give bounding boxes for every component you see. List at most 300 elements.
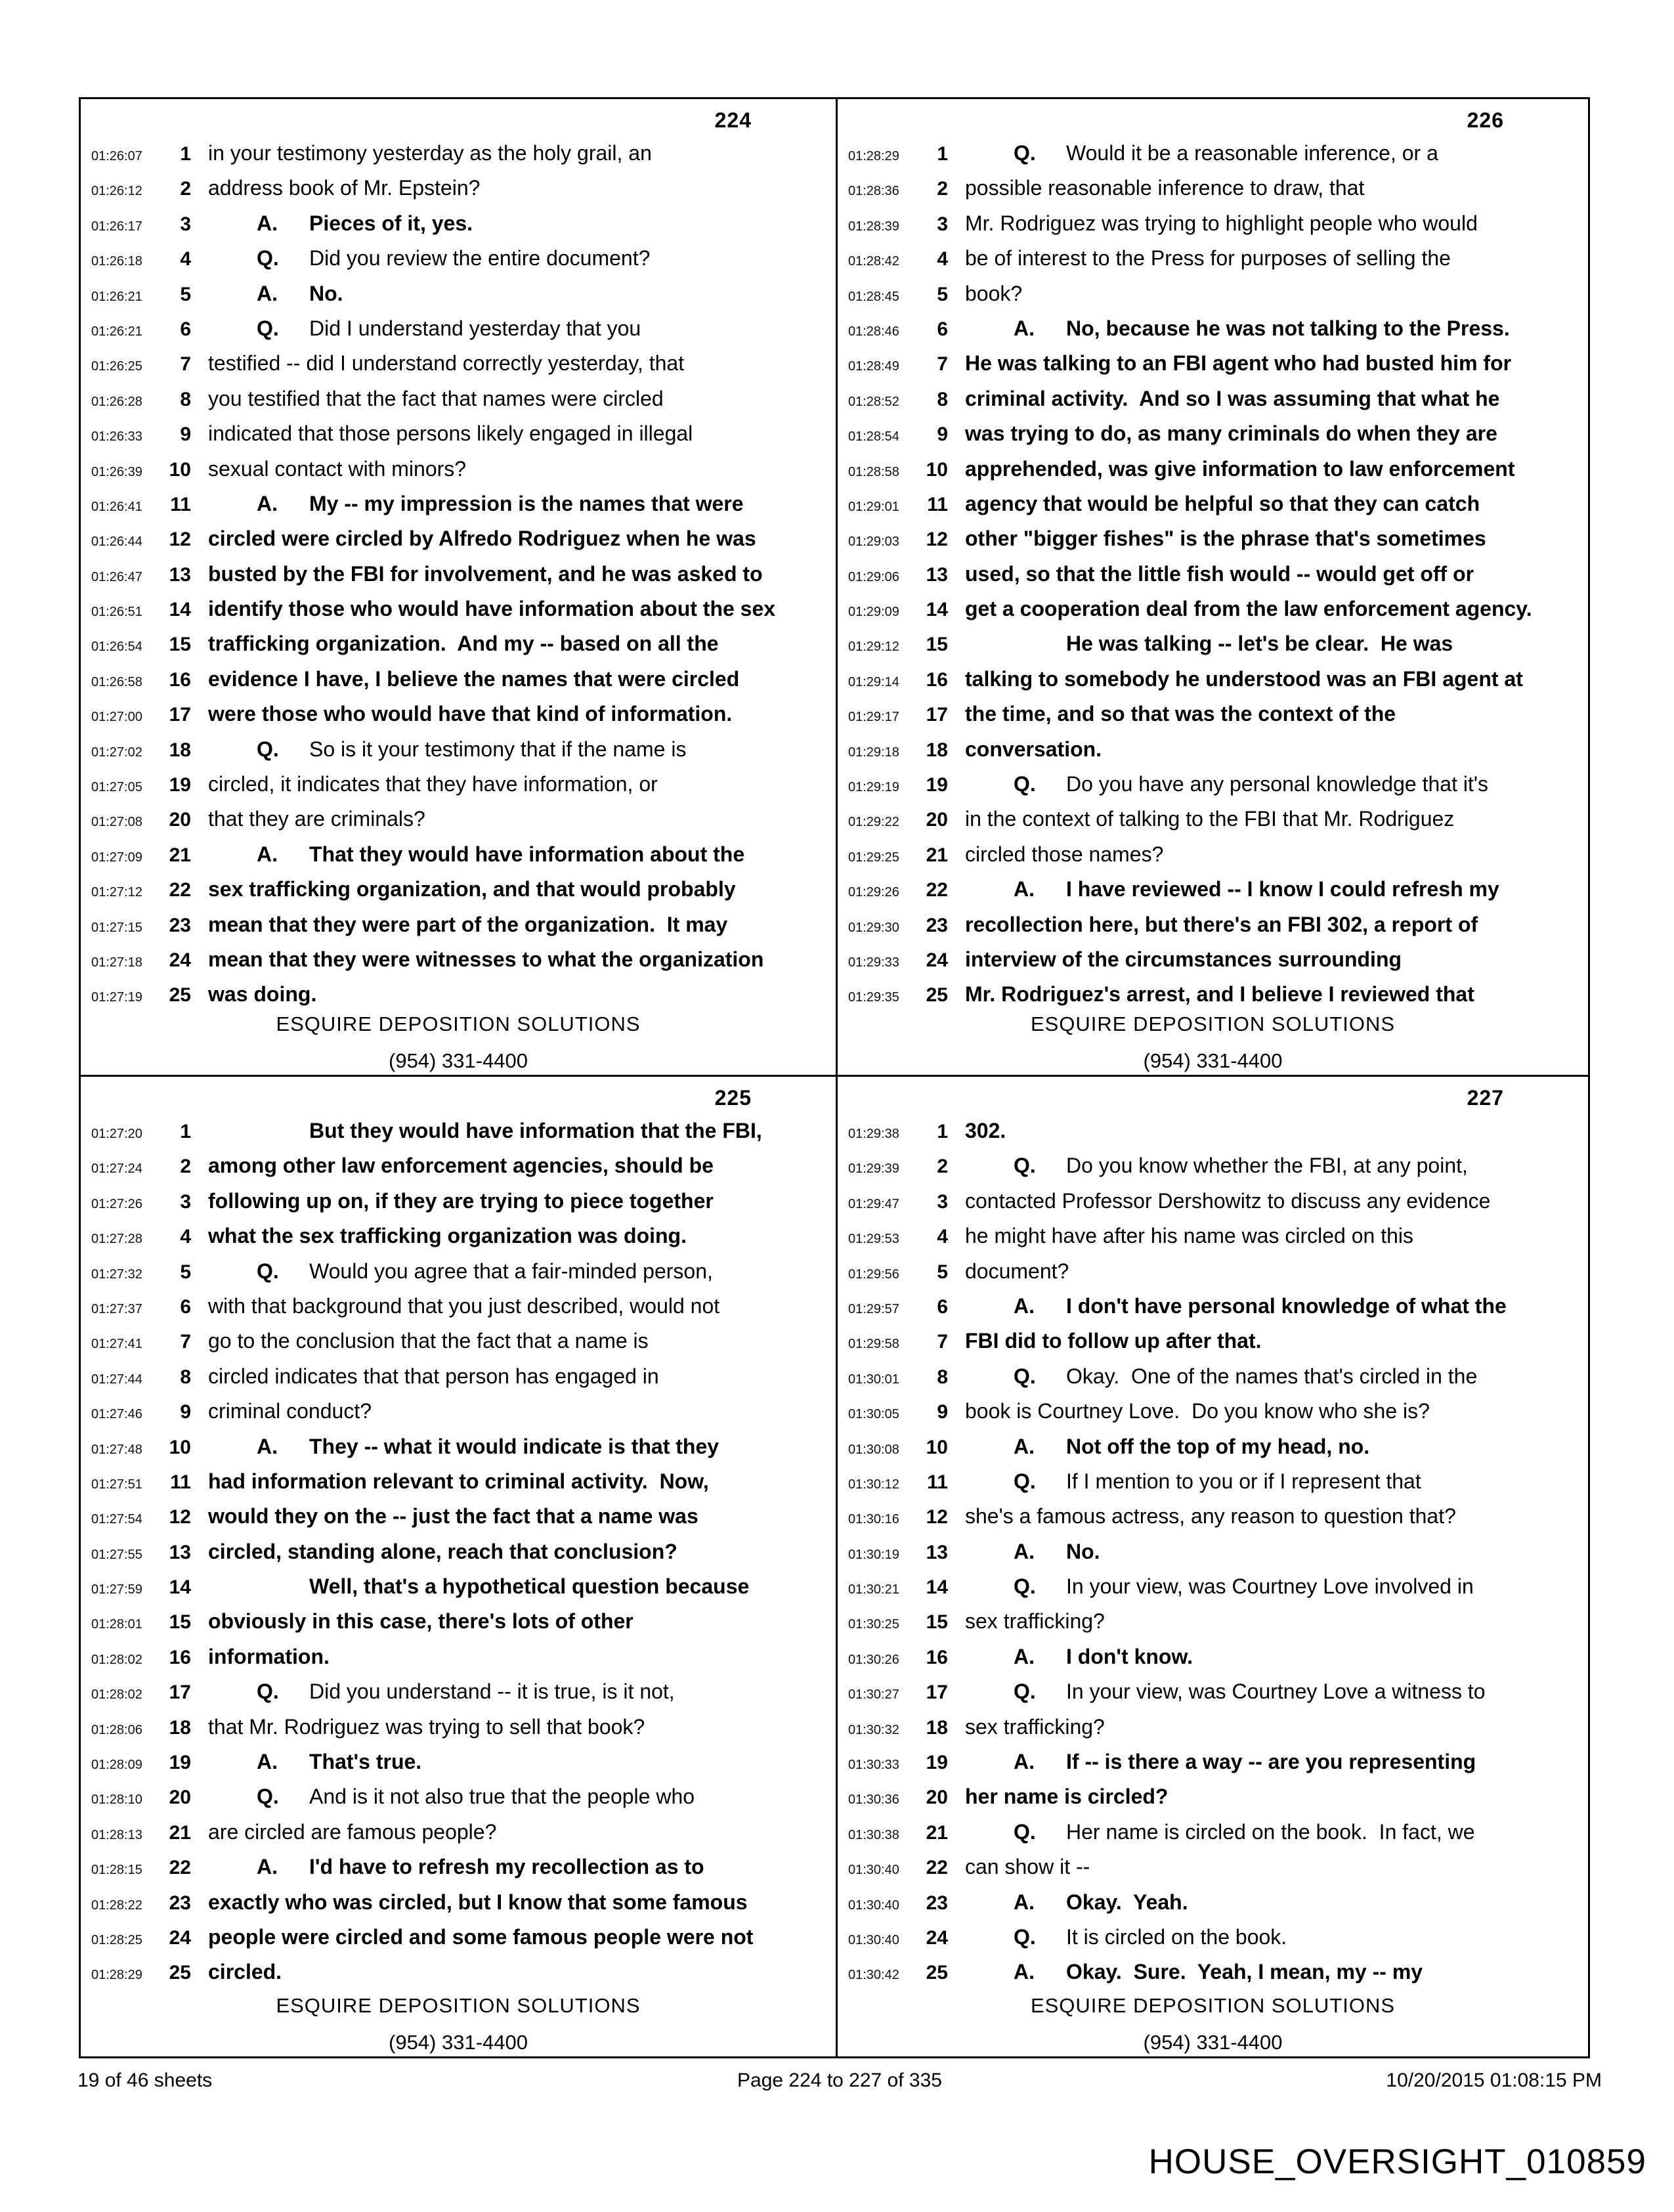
transcript-line [838,1359,1585,1394]
line-text [1014,1645,1193,1668]
line-text [208,562,763,586]
transcript-line [838,206,1585,241]
line-body: circled indicates that that person has engaged in [208,1364,659,1388]
line-text [965,211,1478,235]
line-body: book? [965,281,1023,305]
transcript-line [81,171,833,206]
timestamp: 01:29:57 [848,1301,899,1316]
line-text [965,1855,1090,1878]
speaker-label: A. [1014,1644,1035,1668]
line-number: 24 [169,1926,191,1949]
timestamp: 01:26:17 [91,219,142,234]
line-text [208,667,739,691]
line-body: go to the conclusion that the fact that a name is [208,1329,649,1353]
transcript-line [81,1955,833,1989]
transcript-line [81,767,833,802]
transcript-line [838,1464,1585,1499]
line-number: 3 [937,1190,948,1213]
timestamp: 01:27:26 [91,1196,142,1211]
line-text [1014,1890,1188,1914]
line-body: No. [1066,1539,1100,1563]
timestamp: 01:27:46 [91,1407,142,1422]
timestamp: 01:27:05 [91,780,142,795]
line-body: Not off the top of my head, no. [1066,1434,1370,1458]
line-body: you testified that the fact that names were circled [208,386,664,410]
timestamp: 01:27:55 [91,1547,142,1562]
line-number: 13 [926,563,948,586]
line-text [208,1224,687,1247]
line-body: she's a famous actress, any reason to question that? [965,1504,1456,1529]
line-number: 11 [170,493,191,515]
sheet-footer [77,2070,1602,2092]
line-text [965,1224,1413,1247]
line-number: 8 [180,1366,191,1388]
transcript-line [838,1534,1585,1569]
line-body: circled were circled by Alfredo Rodriguez when he was [208,527,756,551]
line-number: 5 [937,283,948,305]
line-body: he might have after his name was circled on this [965,1224,1413,1248]
line-number: 2 [937,178,948,200]
timestamp: 01:26:28 [91,394,142,409]
line-body: contacted Professor Dershowitz to discuss any evidence [965,1188,1491,1213]
line-text [208,1540,677,1563]
timestamp: 01:29:03 [848,534,899,550]
line-text [257,492,744,515]
line-body: circled those names? [965,842,1164,866]
line-body: busted by the FBI for involvement, and he was asked to [208,561,763,586]
line-body: No. [309,281,343,305]
line-number: 14 [926,599,948,621]
transcript-line [838,1219,1585,1253]
line-text [257,1750,421,1773]
timestamp: 01:28:45 [848,289,899,304]
line-text [257,316,641,340]
timestamp: 01:29:17 [848,710,899,725]
line-text [257,211,473,235]
line-text [965,457,1514,481]
line-number: 8 [937,388,948,410]
timestamp: 01:27:09 [91,850,142,865]
line-body: can show it -- [965,1855,1090,1879]
line-number: 9 [937,423,948,446]
timestamp: 01:29:18 [848,745,899,760]
line-number: 13 [169,1541,191,1563]
timestamp: 01:29:19 [848,780,899,795]
line-number: 22 [926,879,948,901]
speaker-label: Q. [1014,1364,1036,1388]
line-number: 7 [937,1331,948,1353]
timestamp: 01:28:46 [848,324,899,339]
line-text [257,246,650,270]
line-text [965,807,1454,831]
line-body: sexual contact with minors? [208,456,467,481]
line-body: Did you review the entire document? [309,246,651,271]
line-text [208,877,736,901]
transcript-lines [81,1114,833,1990]
line-text [1014,1435,1369,1458]
speaker-label: Q. [1014,1469,1036,1493]
line-text [257,842,744,866]
line-text [257,737,686,761]
timestamp: 01:27:20 [91,1127,142,1141]
line-body: And is it not also true that the people who [309,1785,695,1809]
line-number: 5 [180,283,191,305]
line-text [965,527,1486,550]
transcript-line [81,942,833,977]
line-number: 12 [926,1506,948,1529]
line-text [208,527,756,550]
timestamp: 01:28:58 [848,464,899,479]
line-body: the time, and so that was the context of the [965,702,1396,726]
line-body: get a cooperation deal from the law enforcement agency. [965,597,1532,621]
line-text [208,1715,645,1739]
transcript-lines [838,136,1585,1012]
line-body: criminal activity. And so I was assuming that what he [965,386,1500,410]
line-body: was doing. [208,982,317,1007]
timestamp: 01:30:32 [848,1722,899,1737]
speaker-label: Q. [1014,1154,1036,1178]
line-body: If I mention to you or if I represent that [1066,1469,1421,1493]
transcript-line [81,907,833,942]
line-number: 19 [169,1752,191,1774]
timestamp: 01:26:47 [91,569,142,584]
line-number: 21 [926,1821,948,1844]
timestamp: 01:30:26 [848,1652,899,1667]
line-text [965,176,1364,200]
transcript-line [838,1429,1585,1464]
timestamp: 01:28:01 [91,1617,142,1632]
line-body: possible reasonable inference to draw, that [965,176,1365,200]
timestamp: 01:29:09 [848,605,899,620]
line-text [208,351,684,375]
timestamp: 01:28:15 [91,1863,142,1878]
line-number: 6 [937,1295,948,1318]
timestamp: 01:27:00 [91,710,142,725]
line-text [208,1960,282,1984]
transcript-line [838,1885,1585,1920]
timestamp: 01:27:59 [91,1582,142,1597]
line-body: Would you agree that a fair-minded person, [309,1259,713,1283]
line-body: Well, that's a hypothetical question because [309,1574,750,1599]
line-text [208,597,775,620]
speaker-label: Q. [1014,772,1036,796]
transcript-line [838,416,1585,451]
line-body: I don't know. [1066,1644,1193,1668]
line-text [257,1435,719,1458]
line-number: 19 [169,774,191,796]
line-text [208,457,466,481]
transcript-line [81,241,833,276]
transcript-line [81,416,833,451]
line-number: 17 [169,1681,191,1704]
line-number: 2 [937,1156,948,1178]
timestamp: 01:29:38 [848,1127,899,1141]
speaker-label: Q. [257,1785,279,1809]
line-text [257,1855,704,1878]
line-number: 4 [937,248,948,271]
line-text [965,947,1402,971]
transcript-line [81,732,833,767]
line-number: 16 [926,1646,948,1668]
line-number: 8 [937,1366,948,1388]
line-number: 18 [169,1716,191,1739]
line-number: 24 [926,949,948,971]
timestamp: 01:30:40 [848,1863,899,1878]
line-text [208,1469,709,1493]
line-number: 17 [926,704,948,726]
transcript-line [81,276,833,311]
timestamp: 01:28:10 [91,1792,142,1808]
line-body: would they on the -- just the fact that a name was [208,1504,698,1529]
print-timestamp: 10/20/2015 01:08:15 PM [1386,2070,1602,2091]
timestamp: 01:29:39 [848,1161,899,1177]
timestamp: 01:29:30 [848,920,899,935]
line-number: 10 [169,458,191,481]
speaker-label: A. [257,281,278,305]
line-text [1066,632,1453,655]
line-text [208,1329,649,1353]
line-text [208,982,316,1006]
transcript-line [81,1920,833,1955]
timestamp: 01:28:29 [91,1968,142,1983]
line-text [1014,1364,1477,1388]
transcript-line [81,1464,833,1499]
timestamp: 01:27:48 [91,1442,142,1457]
transcript-line [838,1499,1585,1534]
timestamp: 01:26:21 [91,324,142,339]
line-body: with that background that you just described, would not [208,1293,720,1318]
speaker-label: A. [1014,877,1035,901]
line-body: 302. [965,1119,1006,1142]
transcript-line [838,1184,1585,1219]
line-number: 14 [169,599,191,621]
page-number: 227 [1467,1086,1504,1110]
transcript-line [81,1639,833,1674]
timestamp: 01:29:35 [848,990,899,1005]
line-body: That they would have information about the [309,842,745,866]
transcript-line [81,1148,833,1183]
speaker-label: Q. [1014,1924,1036,1949]
transcript-line [81,802,833,836]
transcript-line [838,802,1585,836]
line-body: agency that would be helpful so that they can catch [965,491,1480,515]
line-number: 1 [937,1121,948,1142]
transcript-line [838,1779,1585,1814]
transcript-line [838,1850,1585,1884]
line-body: was trying to do, as many criminals do when they are [965,422,1497,446]
line-text [965,351,1511,375]
timestamp: 01:26:41 [91,499,142,514]
line-text [208,1189,714,1213]
line-body: what the sex trafficking organization was doing. [208,1224,687,1248]
line-number: 23 [169,914,191,936]
transcript-line [838,1674,1585,1709]
timestamp: 01:30:21 [848,1582,899,1597]
transcript-line [838,1955,1585,1989]
timestamp: 01:29:12 [848,640,899,655]
timestamp: 01:27:15 [91,920,142,935]
line-number: 11 [927,1471,948,1493]
line-body: mean that they were part of the organization. It may [208,912,728,936]
line-number: 23 [169,1892,191,1914]
speaker-label: A. [257,842,278,866]
line-body: Okay. Sure. Yeah, I mean, my -- my [1066,1960,1423,1984]
page-range: Page 224 to 227 of 335 [737,2070,942,2091]
speaker-label: Q. [1014,1574,1036,1599]
line-number: 20 [169,1787,191,1809]
line-body: But they would have information that the FBI, [309,1119,762,1142]
line-text [309,1574,749,1598]
timestamp: 01:30:33 [848,1758,899,1773]
sheet-count: 19 of 46 sheets [77,2070,213,2091]
timestamp: 01:28:52 [848,394,899,409]
line-text [965,737,1102,761]
line-body: It is circled on the book. [1066,1924,1287,1949]
line-body: were those who would have that kind of information. [208,702,733,726]
line-number: 1 [180,143,191,165]
transcript-line [81,837,833,872]
speaker-label: A. [257,1434,278,1458]
timestamp: 01:30:08 [848,1442,899,1457]
line-number: 23 [926,914,948,936]
line-number: 15 [926,1611,948,1634]
line-number: 2 [180,1156,191,1178]
line-text [208,1364,659,1388]
timestamp: 01:29:58 [848,1337,899,1352]
timestamp: 01:30:42 [848,1968,899,1983]
line-body: identify those who would have information about the sex [208,597,776,621]
line-body: Mr. Rodriguez's arrest, and I believe I reviewed that [965,982,1474,1007]
transcript-line [81,1850,833,1884]
line-text [208,387,664,410]
line-body: Her name is circled on the book. In fact, we [1066,1819,1475,1844]
reporter-vendor-name: ESQUIRE DEPOSITION SOLUTIONS [276,1012,641,1035]
transcript-line [838,1254,1585,1289]
transcript-line [838,592,1585,626]
speaker-label: Q. [257,737,279,761]
line-number: 24 [169,949,191,971]
transcript-page-225 [81,1077,838,2056]
timestamp: 01:28:54 [848,429,899,445]
line-body: among other law enforcement agencies, should be [208,1154,714,1178]
speaker-label: Q. [257,1680,279,1704]
transcript-line [81,1534,833,1569]
line-text [208,1890,748,1914]
line-number: 25 [926,984,948,1007]
timestamp: 01:27:54 [91,1512,142,1527]
line-text [257,1259,713,1283]
timestamp: 01:29:06 [848,569,899,584]
line-body: in the context of talking to the FBI that Mr. Rodriguez [965,807,1455,831]
reporter-vendor-name: ESQUIRE DEPOSITION SOLUTIONS [276,1994,641,2017]
reporter-vendor-phone: (954) 331-4400 [1143,2031,1283,2054]
timestamp: 01:29:22 [848,815,899,830]
line-body: that they are criminals? [208,807,425,831]
line-body: that Mr. Rodriguez was trying to sell that book? [208,1714,645,1739]
timestamp: 01:30:40 [848,1932,899,1947]
line-body: Okay. Yeah. [1066,1890,1188,1914]
line-body: Did I understand yesterday that you [309,316,641,340]
line-body: criminal conduct? [208,1399,372,1423]
transcript-line [838,662,1585,697]
line-body: obviously in this case, there's lots of other [208,1609,633,1634]
line-number: 18 [926,1716,948,1739]
page-number: 225 [714,1086,752,1110]
line-body: sex trafficking? [965,1714,1105,1739]
line-number: 16 [169,1646,191,1668]
transcript-line [838,1114,1585,1148]
timestamp: 01:30:16 [848,1512,899,1527]
line-number: 22 [926,1857,948,1879]
line-body: people were circled and some famous people were not [208,1924,754,1949]
line-text [965,702,1396,726]
line-body: address book of Mr. Epstein? [208,176,481,200]
speaker-label: Q. [1014,1680,1036,1704]
line-number: 21 [926,844,948,866]
transcript-page-227 [838,1077,1588,2056]
line-text [965,913,1478,936]
line-text [965,842,1163,866]
bates-stamp: HOUSE_OVERSIGHT_010859 [1148,2142,1646,2181]
line-number: 21 [169,1821,191,1844]
timestamp: 01:28:09 [91,1758,142,1773]
line-body: in your testimony yesterday as the holy grail, an [208,141,652,165]
line-body: document? [965,1259,1069,1283]
transcript-line [838,311,1585,346]
line-text [208,141,652,165]
line-body: mean that they were witnesses to what the organization [208,947,764,971]
line-number: 10 [169,1436,191,1458]
timestamp: 01:30:01 [848,1372,899,1387]
line-body: sex trafficking? [965,1609,1105,1634]
line-body: apprehended, was give information to law enforcement [965,456,1515,481]
timestamp: 01:29:26 [848,885,899,900]
line-body: He was talking -- let's be clear. He was [1066,632,1453,656]
transcript-line [81,626,833,661]
line-number: 17 [926,1681,948,1704]
line-number: 1 [180,1121,191,1142]
line-number: 11 [170,1471,191,1493]
transcript-line [838,241,1585,276]
line-body: trafficking organization. And my -- based on all the [208,632,719,656]
line-number: 24 [926,1926,948,1949]
line-body: Okay. One of the names that's circled in the [1066,1364,1478,1388]
line-number: 6 [180,318,191,340]
line-number: 21 [169,844,191,866]
transcript-line [81,1674,833,1709]
line-text [1014,877,1499,901]
timestamp: 01:27:28 [91,1232,142,1247]
transcript-line [81,452,833,487]
line-body: used, so that the little fish would -- would get off or [965,561,1474,586]
line-text [965,982,1474,1006]
timestamp: 01:27:51 [91,1477,142,1492]
line-body: exactly who was circled, but I know that some famous [208,1890,748,1914]
line-number: 5 [180,1261,191,1283]
transcript-line [838,276,1585,311]
line-body: FBI did to follow up after that. [965,1329,1262,1353]
line-text [965,667,1523,691]
line-body: No, because he was not talking to the Press. [1066,316,1510,340]
line-number: 12 [169,529,191,551]
transcript-line [838,1710,1585,1745]
timestamp: 01:28:49 [848,359,899,374]
timestamp: 01:28:22 [91,1898,142,1913]
line-text [1014,1820,1475,1844]
transcript-line [81,1745,833,1779]
timestamp: 01:30:19 [848,1547,899,1562]
line-body: In your view, was Courtney Love a witness to [1066,1680,1486,1704]
